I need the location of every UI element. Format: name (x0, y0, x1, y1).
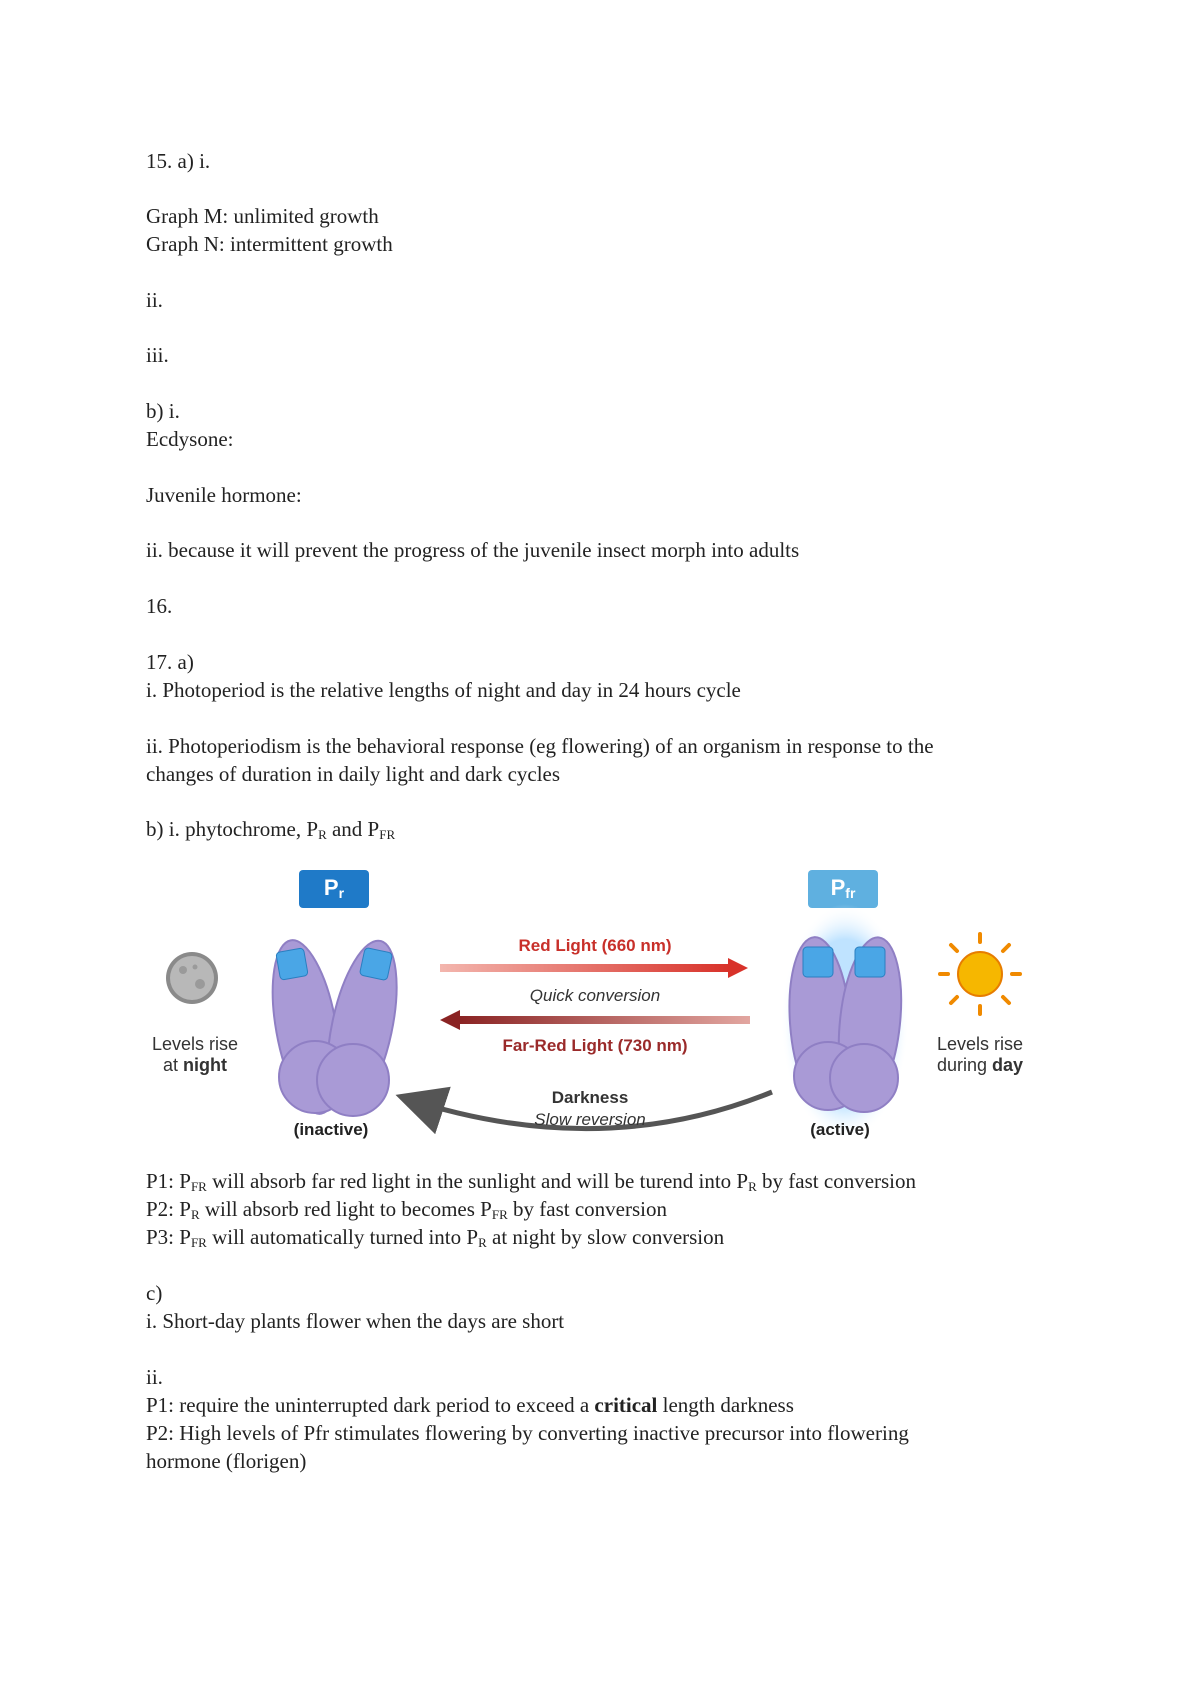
q15-b-ii: ii. because it will prevent the progress of the juvenile insect morph into adults (146, 538, 800, 562)
far-red-arrow (458, 1016, 750, 1024)
q17-heading: 17. a) (146, 650, 194, 674)
short-day-line: i. Short-day plants flower when the days are short (146, 1309, 565, 1333)
active-label: (active) (810, 1120, 870, 1139)
q15-ii: ii. (146, 288, 163, 312)
pr-badge-label: $P_r$ (323, 875, 345, 901)
p1-line: P1: $P_{FR}$ will absorb far red light in the sunlight and will be turend into $P_R$ by fast conversion (146, 1169, 917, 1194)
red-light-arrow (440, 964, 730, 972)
phytochrome-diagram-graphics (140, 862, 1080, 1152)
graph-n-line: Graph N: intermittent growth (146, 232, 393, 256)
c-p2-line-2: hormone (florigen) (146, 1449, 307, 1473)
quick-conversion-label: Quick conversion (529, 986, 661, 1005)
left-levels-rise: Levels rise at night (151, 1034, 239, 1075)
pfr-protein (781, 904, 909, 1140)
p3-line: P3: $P_{FR}$ will automatically turned into $P_R$ at night by slow conversion (146, 1225, 725, 1250)
right-levels-rise: Levels rise during day (936, 1034, 1024, 1075)
photoperiodism-line-2: changes of duration in daily light and dark cycles (146, 762, 561, 786)
p2-line: P2: $P_R$ will absorb red light to becomes $P_{FR}$ by fast conversion (146, 1197, 667, 1222)
inactive-label: (inactive) (293, 1120, 369, 1139)
graph-m-line: Graph M: unlimited growth (146, 204, 379, 228)
c-ii: ii. (146, 1365, 163, 1389)
q16-heading: 16. (146, 594, 173, 618)
juvenile-hormone-line: Juvenile hormone: (146, 483, 302, 507)
q15-b-i: b) i. (146, 399, 180, 423)
photoperiod-line: i. Photoperiod is the relative lengths of night and day in 24 hours cycle (146, 678, 741, 702)
ecdysone-line: Ecdysone: (146, 427, 234, 451)
q15-heading: 15. a) i. (146, 149, 211, 173)
moon-icon (166, 952, 218, 1004)
slow-reversion-label: Slow reversion (534, 1110, 646, 1129)
pfr-badge-label: $P_{fr}$ (830, 875, 856, 901)
photoperiodism-line-1: ii. Photoperiodism is the behavioral response (eg flowering) of an organism in response to the (146, 734, 934, 758)
phytochrome-diagram (140, 862, 1080, 1152)
red-light-label: Red Light (660 nm) (518, 936, 672, 955)
sun-icon (940, 934, 1020, 1014)
darkness-label: Darkness (551, 1088, 629, 1107)
pr-protein (261, 935, 409, 1120)
phytochrome-line: b) i. phytochrome, $P_R$ and $P_{FR}$ (146, 817, 396, 842)
c-p1-line: P1: require the uninterrupted dark period to exceed a critical length darkness (146, 1393, 794, 1417)
c-p2-line-1: P2: High levels of Pfr stimulates flowering by converting inactive precursor into flowering (146, 1421, 909, 1445)
c-heading: c) (146, 1281, 163, 1305)
q15-iii: iii. (146, 343, 169, 367)
far-red-light-label: Far-Red Light (730 nm) (502, 1036, 688, 1055)
